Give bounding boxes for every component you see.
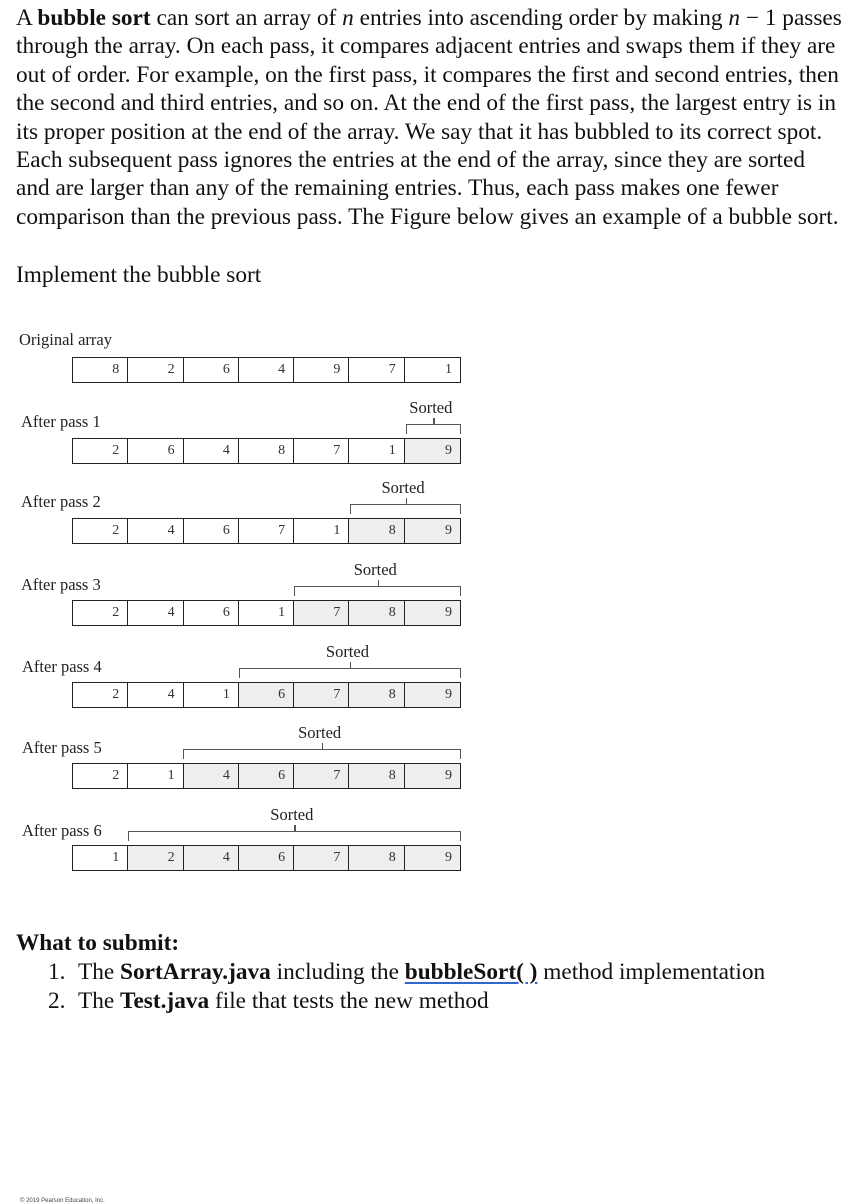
intro-paragraph: A bubble sort can sort an array of n entries into ascending order by making n − 1 passes through the array. On each pass, it compares adjacent entries and swaps them if they are out of order. For example, on the first pass, it compares the first and second entries, then the second and third entries, and so on. At the end of the first pass, the largest entry is in its proper position at the end of the array. We say that it has bubbled to its correct spot. Each subsequent pass ignores the entries at the end of the array, since they are sorted and are larger than any of the remaining entries. Thus, each pass makes one fewer comparison than the previous pass. The Figure below gives an example of a bubble sort. [16, 5, 842, 230]
submit-item: 1. The SortArray.java including the bubbleSort( ) method implementation [48, 959, 766, 985]
array-cell: 9 [405, 439, 460, 463]
submit-list [48, 958, 765, 1016]
array-cell: 7 [349, 358, 404, 382]
array-cell: 9 [405, 764, 460, 788]
array-row [72, 518, 461, 544]
sorted-bracket [128, 831, 461, 841]
array-cell: 1 [444, 362, 452, 377]
implement-instruction: Implement the bubble sort [16, 262, 262, 288]
array-cell: 2 [73, 519, 128, 543]
submit-heading: What to submit: [16, 930, 180, 956]
array-cell: 7 [294, 601, 349, 625]
array-row [72, 682, 461, 708]
sorted-bracket [406, 424, 461, 434]
array-cell: 6 [239, 764, 294, 788]
array-cell: 1 [184, 683, 239, 707]
array-cell: 8 [239, 439, 294, 463]
array-cell: 1 [128, 764, 183, 788]
array-cell: 2 [73, 439, 128, 463]
array-row [72, 357, 461, 383]
array-cell: 4 [239, 358, 294, 382]
sorted-label: Sorted [270, 805, 314, 824]
array-cell: 8 [349, 601, 404, 625]
array-cell: 4 [128, 601, 183, 625]
sorted-tick [294, 825, 295, 831]
sorted-tick [433, 418, 434, 424]
array-cell: 6 [184, 519, 239, 543]
array-cell: 7 [294, 846, 349, 870]
sorted-tick [350, 662, 351, 668]
array-cell: 2 [73, 601, 128, 625]
array-cell: 8 [349, 846, 404, 870]
pass-label: After pass 4 [22, 657, 102, 676]
array-cell: 6 [128, 439, 183, 463]
array-cell: 7 [294, 439, 349, 463]
array-cell: 6 [184, 601, 239, 625]
array-cell: 8 [349, 519, 404, 543]
array-cell: 9 [405, 519, 460, 543]
array-row [72, 845, 461, 871]
array-row [72, 438, 461, 464]
array-cell: 6 [184, 358, 239, 382]
sorted-label: Sorted [353, 560, 397, 579]
array-row [72, 600, 461, 626]
array-cell: 8 [349, 683, 404, 707]
array-cell: 9 [405, 846, 460, 870]
pass-label: After pass 6 [22, 821, 102, 840]
sorted-label: Sorted [381, 478, 425, 497]
array-cell: 6 [239, 683, 294, 707]
array-cell: 4 [128, 519, 183, 543]
array-cell: 9 [405, 601, 460, 625]
array-cell: 1 [349, 439, 404, 463]
pass-label: After pass 3 [21, 575, 101, 594]
sorted-label: Sorted [298, 723, 342, 742]
pass-label: After pass 5 [22, 738, 102, 757]
sorted-bracket [183, 749, 461, 759]
array-cell: 2 [73, 764, 128, 788]
sorted-tick [406, 498, 407, 504]
array-cell: 4 [184, 846, 239, 870]
array-cell: 9 [405, 683, 460, 707]
copyright-note: © 2019 Pearson Education, Inc. [20, 1198, 105, 1204]
array-cell: 1 [294, 519, 349, 543]
pass-label: Original array [19, 330, 112, 349]
sorted-label: Sorted [325, 642, 369, 661]
array-row [72, 763, 461, 789]
array-cell: 7 [239, 519, 294, 543]
array-cell: 4 [128, 683, 183, 707]
array-cell: 7 [294, 683, 349, 707]
sorted-bracket [239, 668, 461, 678]
pass-label: After pass 2 [21, 492, 101, 511]
array-cell: 2 [128, 358, 183, 382]
array-cell: 1 [73, 846, 128, 870]
sorted-label: Sorted [409, 398, 453, 417]
bubblesort-method-link: bubbleSort( ) [404, 959, 538, 985]
sorted-bracket [350, 504, 461, 514]
array-cell: 9 [294, 358, 349, 382]
array-cell: 6 [239, 846, 294, 870]
array-cell: 1 [239, 601, 294, 625]
array-cell: 4 [184, 764, 239, 788]
sorted-bracket [294, 586, 461, 596]
array-cell: 2 [128, 846, 183, 870]
sorted-tick [322, 743, 323, 749]
array-cell: 8 [73, 358, 128, 382]
pass-label: After pass 1 [21, 412, 101, 431]
array-cell: 8 [349, 764, 404, 788]
array-cell: 2 [73, 683, 128, 707]
array-cell: 7 [294, 764, 349, 788]
submit-item: 2. The Test.java file that tests the new method [48, 988, 489, 1014]
array-cell: 4 [184, 439, 239, 463]
sorted-tick [378, 580, 379, 586]
bubble-sort-term: bubble sort [37, 5, 151, 31]
